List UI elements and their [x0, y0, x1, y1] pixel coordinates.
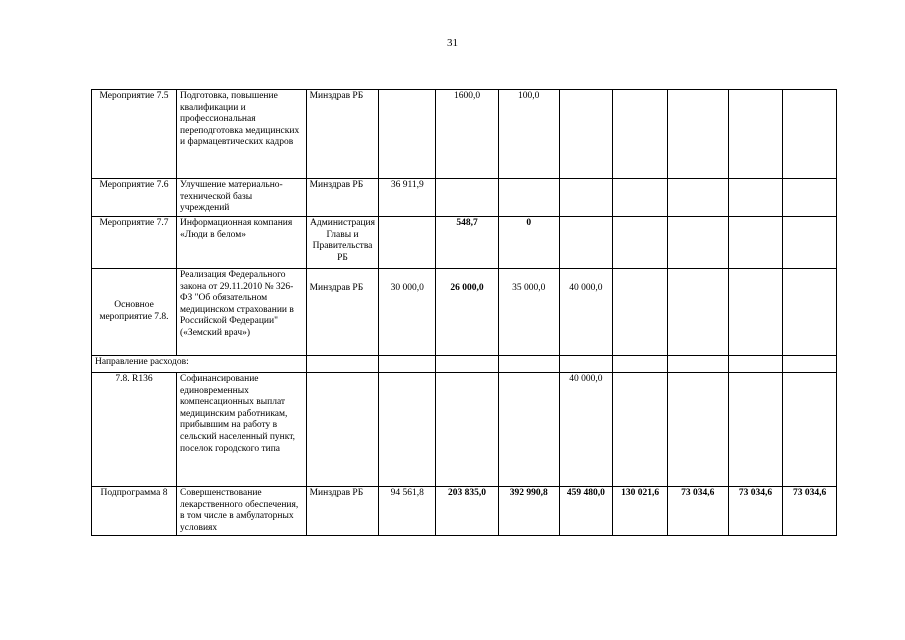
cell-value: 130 021,6 [613, 487, 668, 536]
cell-value: 26 000,0 [436, 269, 499, 356]
row-code: Мероприятие 7.7 [92, 217, 177, 269]
cell-value [379, 217, 436, 269]
table-row [92, 487, 837, 536]
cell-value: 35 000,0 [498, 269, 559, 356]
cell-value [728, 217, 783, 269]
table-row [92, 269, 837, 356]
empty-cell [728, 356, 783, 373]
cell-value [613, 179, 668, 217]
cell-value [613, 90, 668, 179]
cell-value [783, 373, 837, 487]
cell-value [667, 269, 728, 356]
cell-value [728, 269, 783, 356]
cell-value [783, 217, 837, 269]
cell-value: 40 000,0 [559, 373, 613, 487]
cell-value [667, 90, 728, 179]
table-row [92, 373, 837, 487]
page-number: 31 [447, 37, 458, 49]
cell-value [667, 179, 728, 217]
row-executor: Минздрав РБ [306, 487, 379, 536]
cell-value [613, 373, 668, 487]
row-name: Улучшение материально-технической базы учреждений [177, 179, 307, 217]
row-executor: Минздрав РБ [306, 269, 379, 356]
cell-value [783, 90, 837, 179]
cell-value: 73 034,6 [783, 487, 837, 536]
cell-value [783, 179, 837, 217]
row-executor: Минздрав РБ [306, 90, 379, 179]
cell-value [613, 217, 668, 269]
row-executor: Администрация Главы и Правительства РБ [306, 217, 379, 269]
cell-value: 30 000,0 [379, 269, 436, 356]
cell-value [379, 90, 436, 179]
empty-cell [436, 356, 499, 373]
row-code: Основное мероприятие 7.8. [92, 269, 177, 356]
row-name: Подготовка, повышение квалификации и профессиональная переподготовка медицинских и фармацевтических кадров [177, 90, 307, 179]
empty-cell [306, 356, 379, 373]
row-code: Мероприятие 7.6 [92, 179, 177, 217]
row-code: 7.8. R136 [92, 373, 177, 487]
cell-value: 203 835,0 [436, 487, 499, 536]
cell-value [379, 373, 436, 487]
cell-value [559, 217, 613, 269]
cell-value [436, 373, 499, 487]
cell-value [613, 269, 668, 356]
cell-value [728, 90, 783, 179]
empty-cell [783, 356, 837, 373]
table-row [92, 217, 837, 269]
row-name: Реализация Федерального закона от 29.11.2010 № 326-ФЗ "Об обязательном медицинском страховании в Российской Федерации" («Земский врач») [177, 269, 307, 356]
cell-value [667, 373, 728, 487]
table-row [92, 90, 837, 179]
cell-value [667, 217, 728, 269]
empty-cell [559, 356, 613, 373]
empty-cell [498, 356, 559, 373]
row-executor [306, 373, 379, 487]
table-row [92, 179, 837, 217]
cell-value [498, 179, 559, 217]
cell-value: 548,7 [436, 217, 499, 269]
row-code: Мероприятие 7.5 [92, 90, 177, 179]
cell-value: 459 480,0 [559, 487, 613, 536]
cell-value: 1600,0 [436, 90, 499, 179]
section-label: Направление расходов: [92, 356, 307, 373]
cell-value [498, 373, 559, 487]
cell-value: 73 034,6 [667, 487, 728, 536]
row-name: Софинансирование единовременных компенсационных выплат медицинским работникам, прибывшим на работу в сельский населенный пункт, поселок городского типа [177, 373, 307, 487]
empty-cell [667, 356, 728, 373]
empty-cell [379, 356, 436, 373]
cell-value: 100,0 [498, 90, 559, 179]
cell-value: 36 911,9 [379, 179, 436, 217]
cell-value [559, 90, 613, 179]
cell-value [728, 373, 783, 487]
cell-value [728, 179, 783, 217]
cell-value [436, 179, 499, 217]
cell-value: 94 561,8 [379, 487, 436, 536]
program-table [91, 89, 837, 536]
cell-value: 0 [498, 217, 559, 269]
empty-cell [613, 356, 668, 373]
cell-value [559, 179, 613, 217]
row-executor: Минздрав РБ [306, 179, 379, 217]
cell-value: 40 000,0 [559, 269, 613, 356]
cell-value: 73 034,6 [728, 487, 783, 536]
row-name: Информационная компания «Люди в белом» [177, 217, 307, 269]
cell-value: 392 990,8 [498, 487, 559, 536]
row-name: Совершенствование лекарственного обеспечения, в том числе в амбулаторных условиях [177, 487, 307, 536]
row-code: Подпрограмма 8 [92, 487, 177, 536]
cell-value [783, 269, 837, 356]
table-row [92, 356, 837, 373]
